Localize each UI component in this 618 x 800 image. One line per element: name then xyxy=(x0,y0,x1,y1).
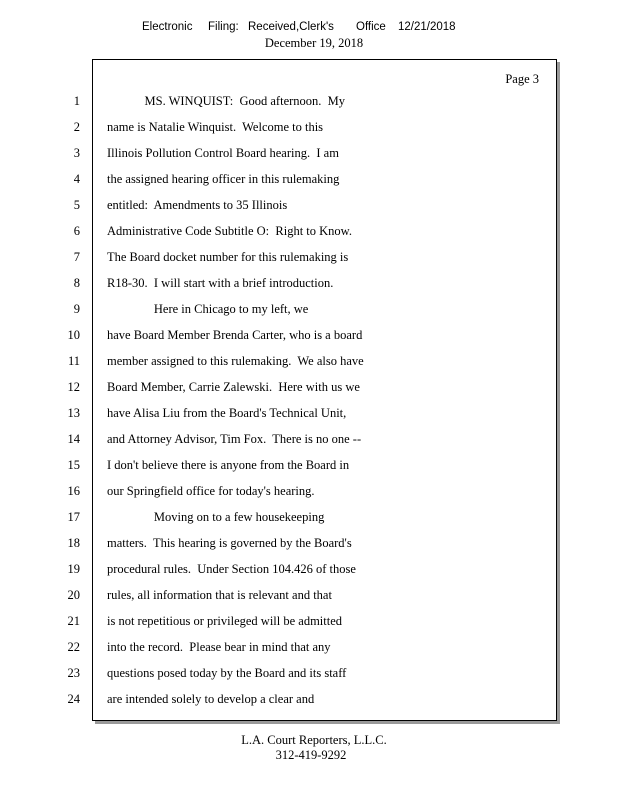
line-number: 22 xyxy=(67,640,80,654)
line-text: have Alisa Liu from the Board's Technical Unit, xyxy=(107,406,347,420)
line-number: 12 xyxy=(67,380,80,394)
transcript-line xyxy=(0,328,618,346)
line-text: Moving on to a few housekeeping xyxy=(107,510,325,524)
transcript-line xyxy=(0,640,618,658)
line-text: member assigned to this rulemaking. We also have xyxy=(107,354,364,368)
line-text: The Board docket number for this rulemaking is xyxy=(107,250,349,264)
line-number: 24 xyxy=(67,692,80,706)
line-number: 6 xyxy=(73,224,80,238)
transcript-line xyxy=(0,224,618,242)
transcript-line xyxy=(0,94,618,112)
reporter-phone: 312-419-9292 xyxy=(275,748,347,762)
hearing-date: December 19, 2018 xyxy=(264,36,364,50)
line-text: MS. WINQUIST: Good afternoon. My xyxy=(107,94,346,108)
line-number: 23 xyxy=(67,666,80,680)
filing-word-received: Received,Clerk's xyxy=(248,21,334,33)
transcript-line xyxy=(0,250,618,268)
transcript-line xyxy=(0,354,618,372)
line-text: rules, all information that is relevant and that xyxy=(107,588,332,602)
line-number: 8 xyxy=(73,276,80,290)
transcript-line xyxy=(0,406,618,424)
transcript-line xyxy=(0,198,618,216)
line-number: 14 xyxy=(67,432,80,446)
filing-word-office: Office xyxy=(356,21,386,33)
line-text: Illinois Pollution Control Board hearing. I am xyxy=(107,146,339,160)
line-text: Here in Chicago to my left, we xyxy=(107,302,309,316)
line-text: is not repetitious or privileged will be admitted xyxy=(107,614,343,628)
transcript-line xyxy=(0,302,618,320)
filing-date: 12/21/2018 xyxy=(398,21,456,33)
line-text: entitled: Amendments to 35 Illinois xyxy=(107,198,288,212)
transcript-line xyxy=(0,588,618,606)
line-text: I don't believe there is anyone from the Board in xyxy=(107,458,350,472)
line-number: 18 xyxy=(67,536,80,550)
transcript-line xyxy=(0,146,618,164)
line-number: 9 xyxy=(73,302,80,316)
line-text: and Attorney Advisor, Tim Fox. There is no one -- xyxy=(107,432,362,446)
line-number: 21 xyxy=(67,614,80,628)
line-text: are intended solely to develop a clear and xyxy=(107,692,315,706)
line-text: the assigned hearing officer in this rulemaking xyxy=(107,172,340,186)
transcript-line xyxy=(0,510,618,528)
line-number: 3 xyxy=(73,146,80,160)
line-number: 11 xyxy=(67,354,80,368)
line-number: 17 xyxy=(67,510,80,524)
line-text: matters. This hearing is governed by the Board's xyxy=(107,536,352,550)
transcript-line xyxy=(0,380,618,398)
line-text: have Board Member Brenda Carter, who is a board xyxy=(107,328,363,342)
reporter-company: L.A. Court Reporters, L.L.C. xyxy=(241,733,387,747)
transcript-line xyxy=(0,120,618,138)
line-text: name is Natalie Winquist. Welcome to this xyxy=(107,120,324,134)
transcript-line xyxy=(0,614,618,632)
electronic-filing-stamp xyxy=(0,21,618,37)
transcript-line xyxy=(0,432,618,450)
line-number: 1 xyxy=(73,94,80,108)
line-number: 16 xyxy=(67,484,80,498)
transcript-line xyxy=(0,692,618,710)
line-text: into the record. Please bear in mind that any xyxy=(107,640,331,654)
transcript-line xyxy=(0,276,618,294)
transcript-line xyxy=(0,536,618,554)
line-number: 7 xyxy=(73,250,80,264)
line-number: 10 xyxy=(67,328,80,342)
line-text: R18-30. I will start with a brief introduction. xyxy=(107,276,334,290)
transcript-line xyxy=(0,458,618,476)
transcript-line xyxy=(0,562,618,580)
transcript-line xyxy=(0,484,618,502)
transcript-line xyxy=(0,172,618,190)
line-number: 5 xyxy=(73,198,80,212)
line-text: our Springfield office for today's hearing. xyxy=(107,484,315,498)
line-number: 13 xyxy=(67,406,80,420)
line-text: questions posed today by the Board and its staff xyxy=(107,666,347,680)
line-number: 20 xyxy=(67,588,80,602)
line-number: 15 xyxy=(67,458,80,472)
filing-word-filing: Filing: xyxy=(208,21,239,33)
page-number: Page 3 xyxy=(505,72,539,86)
line-text: Administrative Code Subtitle O: Right to Know. xyxy=(107,224,353,238)
line-text: procedural rules. Under Section 104.426 of those xyxy=(107,562,356,576)
line-number: 19 xyxy=(67,562,80,576)
transcript-line xyxy=(0,666,618,684)
line-text: Board Member, Carrie Zalewski. Here with us we xyxy=(107,380,360,394)
line-number: 2 xyxy=(73,120,80,134)
filing-word-electronic: Electronic xyxy=(142,21,193,33)
line-number: 4 xyxy=(73,172,80,186)
